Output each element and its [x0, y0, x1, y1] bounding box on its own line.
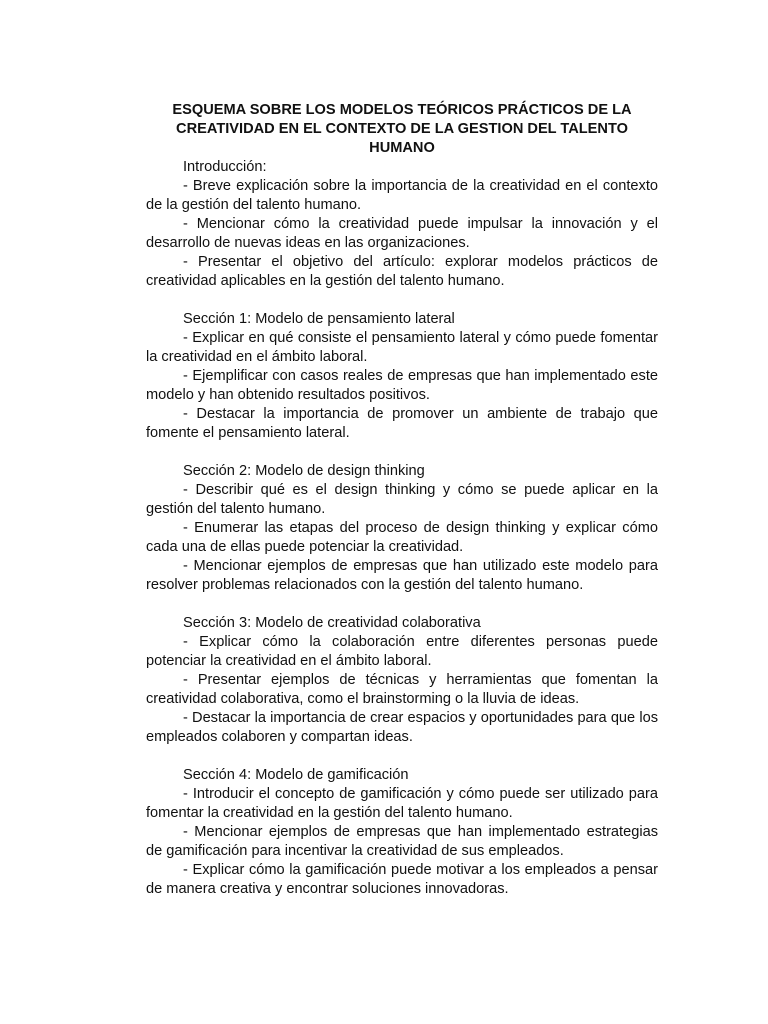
bullet-item: - Destacar la importancia de crear espacios y oportunidades para que los empleados colaboren y compartan ideas. [146, 710, 658, 745]
bullet-item: - Explicar en qué consiste el pensamiento lateral y cómo puede fomentar la creatividad en el ámbito laboral. [146, 330, 658, 365]
bullet-item: - Presentar ejemplos de técnicas y herramientas que fomentan la creatividad colaborativa, como el brainstorming o la lluvia de ideas. [146, 672, 658, 707]
section-heading: Sección 4: Modelo de gamificación [183, 767, 409, 783]
bullet-item: - Enumerar las etapas del proceso de design thinking y explicar cómo cada una de ellas puede potenciar la creatividad. [146, 520, 658, 555]
bullet-item: - Presentar el objetivo del artículo: explorar modelos prácticos de creatividad aplicables en la gestión del talento humano. [146, 254, 658, 289]
section-2 [146, 462, 658, 595]
bullet-item: - Mencionar cómo la creatividad puede impulsar la innovación y el desarrollo de nuevas ideas en las organizaciones. [146, 216, 658, 251]
bullet-item: - Introducir el concepto de gamificación y cómo puede ser utilizado para fomentar la creatividad en la gestión del talento humano. [146, 786, 658, 821]
section-3 [146, 614, 658, 747]
document-page [146, 101, 658, 899]
section-heading: Sección 2: Modelo de design thinking [183, 463, 425, 479]
bullet-item: - Mencionar ejemplos de empresas que han utilizado este modelo para resolver problemas relacionados con la gestión del talento humano. [146, 558, 658, 593]
bullet-item: - Describir qué es el design thinking y cómo se puede aplicar en la gestión del talento humano. [146, 482, 658, 517]
bullet-item: - Explicar cómo la colaboración entre diferentes personas puede potenciar la creatividad en el ámbito laboral. [146, 634, 658, 669]
section-1 [146, 310, 658, 443]
section-introduccion [146, 158, 658, 291]
section-heading: Introducción: [183, 159, 267, 175]
section-heading: Sección 1: Modelo de pensamiento lateral [183, 311, 455, 327]
section-4 [146, 766, 658, 899]
document-title: ESQUEMA SOBRE LOS MODELOS TEÓRICOS PRÁCTICOS DE LA CREATIVIDAD EN EL CONTEXTO DE LA GESTION DEL TALENTO HUMANO [172, 102, 632, 156]
bullet-item: - Breve explicación sobre la importancia de la creatividad en el contexto de la gestión del talento humano. [146, 178, 658, 213]
bullet-item: - Explicar cómo la gamificación puede motivar a los empleados a pensar de manera creativa y encontrar soluciones innovadoras. [146, 862, 658, 897]
section-heading: Sección 3: Modelo de creatividad colaborativa [183, 615, 481, 631]
bullet-item: - Destacar la importancia de promover un ambiente de trabajo que fomente el pensamiento lateral. [146, 406, 658, 441]
bullet-item: - Mencionar ejemplos de empresas que han implementado estrategias de gamificación para incentivar la creatividad de sus empleados. [146, 824, 658, 859]
bullet-item: - Ejemplificar con casos reales de empresas que han implementado este modelo y han obtenido resultados positivos. [146, 368, 658, 403]
